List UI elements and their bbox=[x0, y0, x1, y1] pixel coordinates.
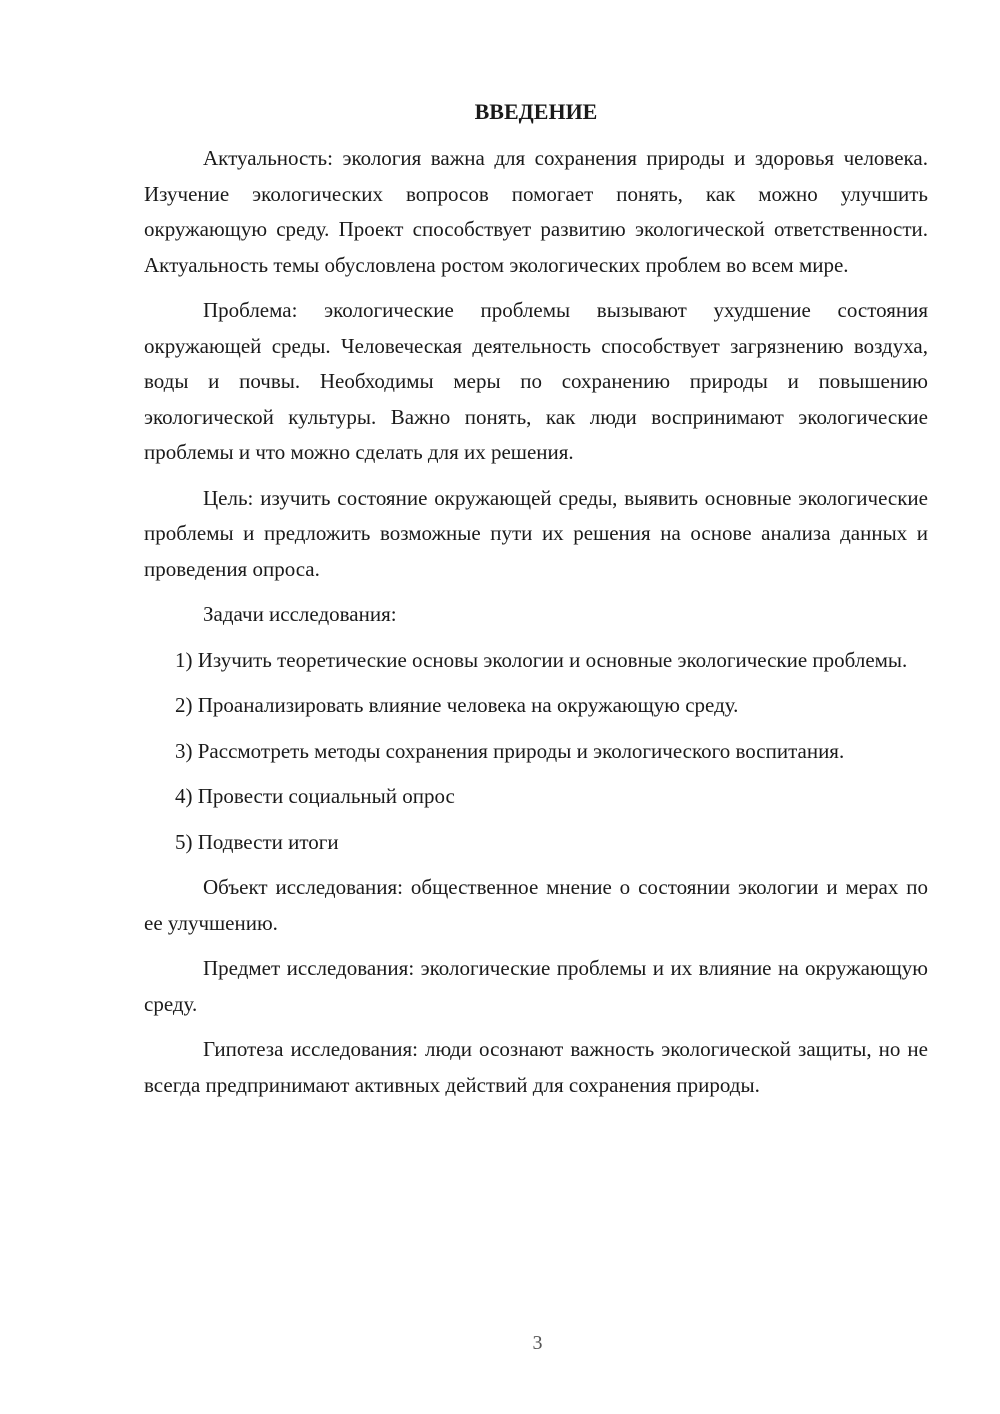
task-item-2: 2) Проанализировать влияние человека на окружающую среду. bbox=[175, 693, 739, 717]
paragraph-tasks-heading: Задачи исследования: bbox=[203, 602, 397, 626]
paragraph-goal: Цель: изучить состояние окружающей среды, выявить основные экологические проблемы и предложить возможные пути их решения на основе анализа данных и проведения опроса. bbox=[144, 485, 928, 581]
task-item-1: 1) Изучить теоретические основы экологии и основные экологические проблемы. bbox=[175, 647, 908, 672]
page-number: 3 bbox=[532, 1332, 543, 1354]
paragraph-object: Объект исследования: общественное мнение о состоянии экологии и мерах по ее улучшению. bbox=[144, 875, 928, 935]
paragraph-hypothesis: Гипотеза исследования: люди осознают важность экологической защиты, но не всегда предпринимают активных действий для сохранения природы. bbox=[144, 1037, 928, 1097]
task-item-4: 4) Провести социальный опрос bbox=[175, 784, 455, 808]
document-title: ВВЕДЕНИЕ bbox=[474, 99, 598, 124]
task-item-3: 3) Рассмотреть методы сохранения природы и экологического воспитания. bbox=[175, 738, 845, 763]
paragraph-relevance: Актуальность: экология важна для сохранения природы и здоровья человека. Изучение экологических вопросов помогает понять, как можно улучшить окружающую среду. Проект способствует развитию экологической ответственности. Актуальность темы обусловлена ростом экологических проблем во всем мире. bbox=[144, 146, 928, 277]
document-body bbox=[144, 96, 928, 1113]
paragraph-subject: Предмет исследования: экологические проблемы и их влияние на окружающую среду. bbox=[144, 956, 928, 1016]
paragraph-problem: Проблема: экологические проблемы вызывают ухудшение состояния окружающей среды. Человеческая деятельность способствует загрязнению воздуха, воды и почвы. Необходимы меры по сохранению природы и повышению экологической культуры. Важно понять, как люди воспринимают экологические проблемы и что можно сделать для их решения. bbox=[144, 298, 928, 464]
task-item-5: 5) Подвести итоги bbox=[175, 829, 339, 854]
